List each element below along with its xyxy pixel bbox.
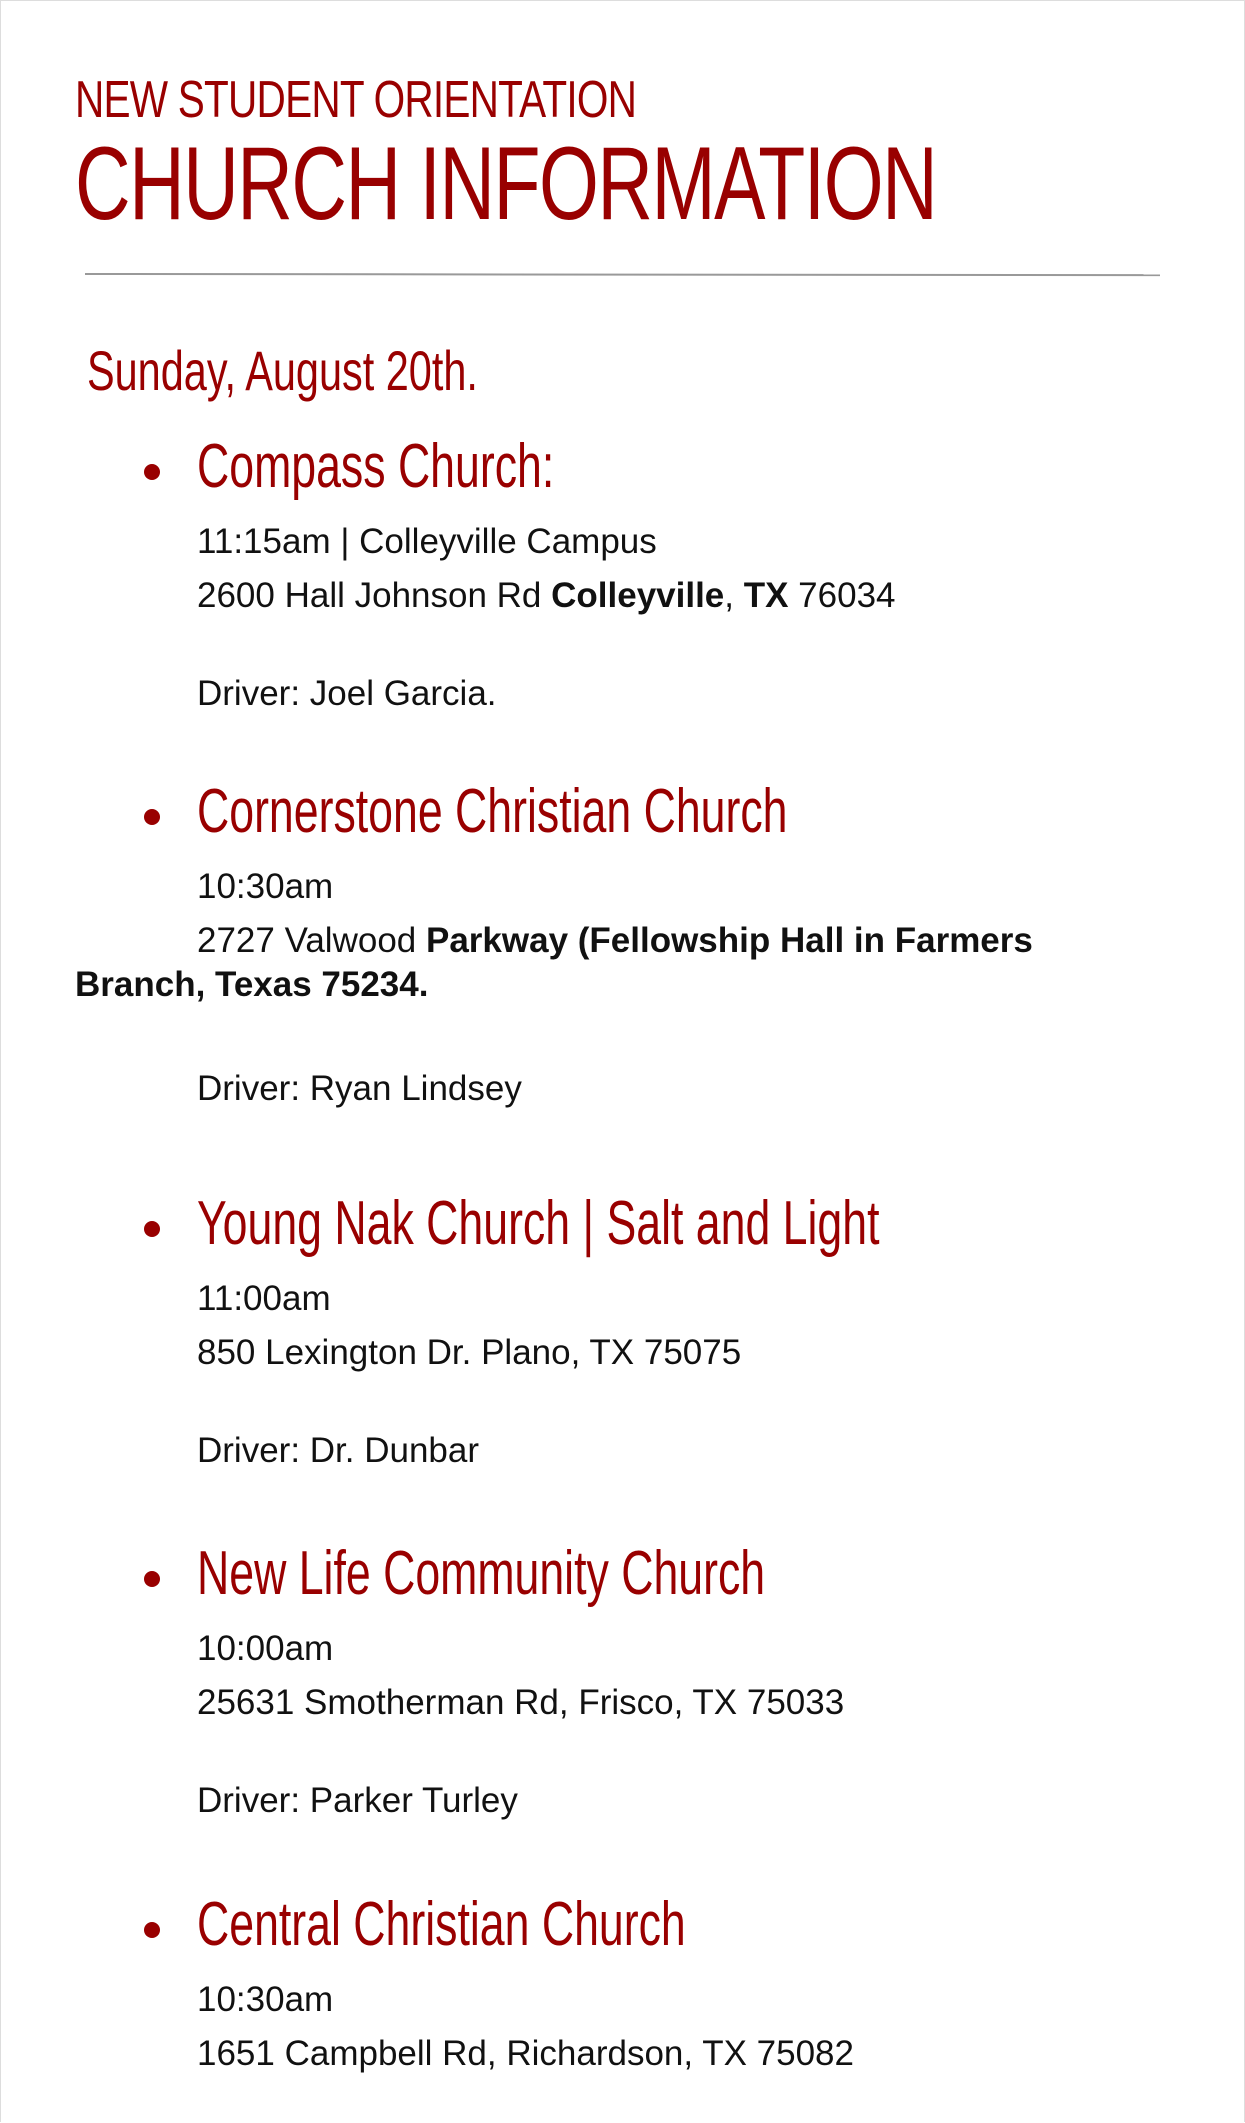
bullet-icon xyxy=(144,1571,160,1587)
document-header xyxy=(75,69,1165,243)
church-name: Central Christian Church xyxy=(197,1890,686,1959)
header-divider xyxy=(85,273,1160,276)
church-name: Compass Church: xyxy=(197,432,555,501)
church-address: 2600 Hall Johnson Rd Colleyville, TX 76034 xyxy=(197,576,896,615)
service-time: 11:15am | Colleyville Campus xyxy=(197,522,657,561)
church-name: New Life Community Church xyxy=(197,1539,766,1608)
bullet-icon xyxy=(144,464,160,480)
service-time: 10:30am xyxy=(197,1980,334,2019)
service-time: 10:00am xyxy=(197,1629,334,1668)
event-date: Sunday, August 20th. xyxy=(87,339,478,402)
page-subtitle: NEW STUDENT ORIENTATION xyxy=(75,71,637,129)
church-address: 2727 Valwood Parkway (Fellowship Hall in Farmers xyxy=(197,921,1033,960)
church-address: 850 Lexington Dr. Plano, TX 75075 xyxy=(197,1333,742,1372)
driver-name: Driver: Joel Garcia. xyxy=(197,674,497,713)
bullet-icon xyxy=(144,809,160,825)
church-name: Cornerstone Christian Church xyxy=(197,777,788,846)
driver-name: Driver: Dr. Dunbar xyxy=(197,1431,480,1470)
bullet-icon xyxy=(144,1221,160,1237)
service-time: 10:30am xyxy=(197,867,334,906)
driver-name: Driver: Parker Turley xyxy=(197,1781,518,1820)
church-address: 1651 Campbell Rd, Richardson, TX 75082 xyxy=(197,2034,854,2073)
page-title: CHURCH INFORMATION xyxy=(75,126,937,242)
church-address-continued: Branch, Texas 75234. xyxy=(75,965,429,1004)
bullet-icon xyxy=(144,1922,160,1938)
church-name: Young Nak Church | Salt and Light xyxy=(197,1189,880,1258)
driver-name: Driver: Ryan Lindsey xyxy=(197,1069,522,1108)
service-time: 11:00am xyxy=(197,1279,331,1318)
church-address: 25631 Smotherman Rd, Frisco, TX 75033 xyxy=(197,1683,845,1722)
